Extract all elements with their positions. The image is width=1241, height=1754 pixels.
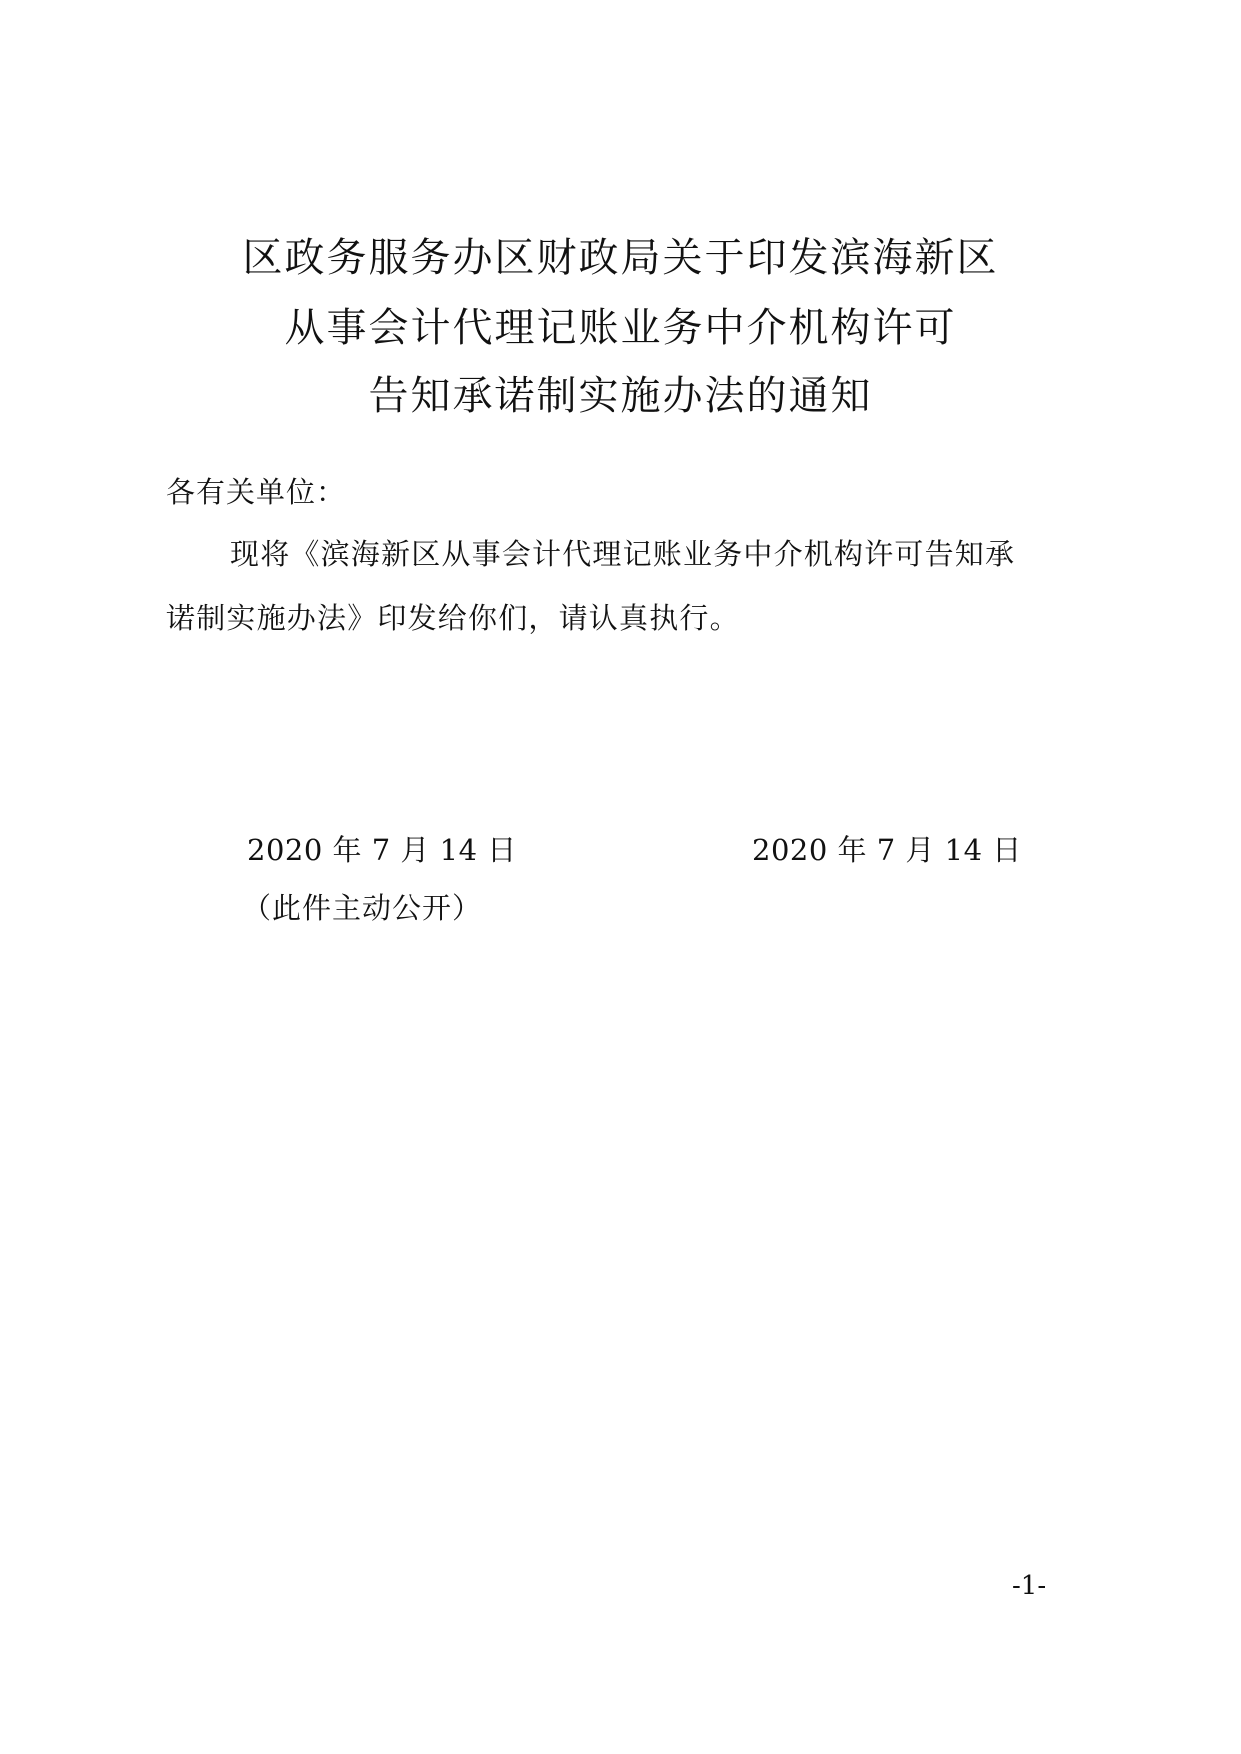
document-title-line-3: 告知承诺制实施办法的通知 (368, 373, 873, 419)
document-title-line-1: 区政务服务办区财政局关于印发滨海新区 (242, 235, 999, 281)
issue-date-left: 2020 年 7 月 14 日 (247, 833, 517, 867)
document-title-line-2: 从事会计代理记账业务中介机构许可 (284, 305, 957, 351)
salutation: 各有关单位： (166, 475, 347, 509)
issue-date-right: 2020 年 7 月 14 日 (752, 833, 1022, 867)
body-paragraph-line-2: 诺制实施办法》印发给你们，请认真执行。 (166, 601, 740, 635)
public-disclosure-note: （此件主动公开） (242, 891, 483, 925)
page-number: -1- (1012, 1571, 1047, 1601)
body-paragraph-line-1: 现将《滨海新区从事会计代理记账业务中介机构许可告知承 (230, 537, 1016, 571)
